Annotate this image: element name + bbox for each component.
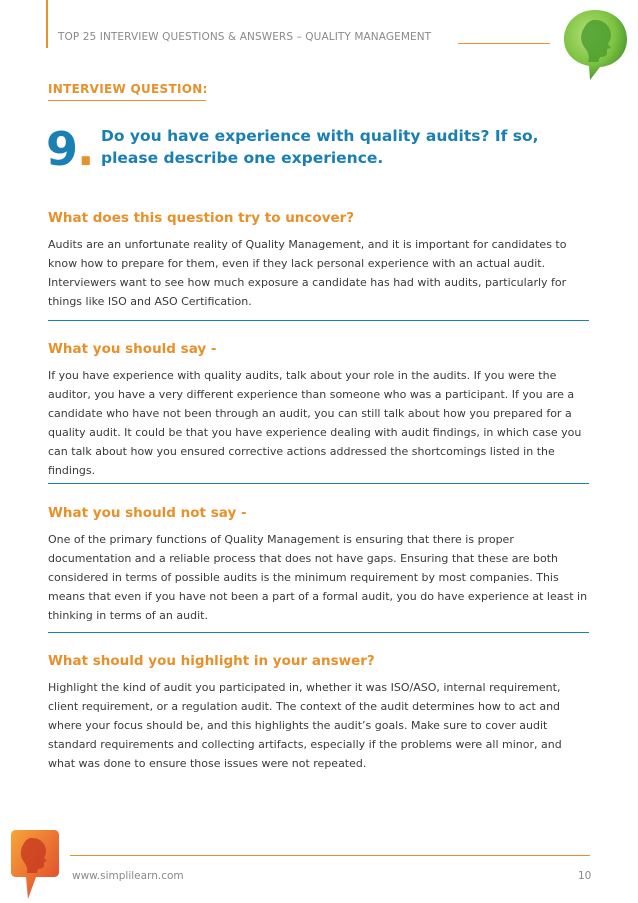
section-divider	[48, 483, 589, 484]
header-title: TOP 25 INTERVIEW QUESTIONS & ANSWERS – QUALITY MANAGEMENT	[58, 31, 432, 43]
question-number-dot: .	[77, 122, 94, 176]
section-heading: What does this question try to uncover?	[48, 210, 355, 226]
question-text: Do you have experience with quality audits? If so, please describe one experience.	[101, 127, 539, 167]
section-divider	[48, 320, 589, 321]
section-uncover	[48, 209, 592, 311]
section-should-not-say	[48, 504, 592, 625]
section-should-say	[48, 340, 592, 480]
interview-question-underline	[48, 100, 206, 101]
question-number	[46, 124, 94, 174]
orange-speech-bubble-head-icon	[6, 826, 62, 902]
section-divider	[48, 632, 589, 633]
section-body: If you have experience with quality audits, talk about your role in the audits. If you were the auditor, you have a very different experience than someone who was a participant. If you are a candidate who have not been through an audit, you can still talk about how you prepared for a quality audit. It could be that you have experience dealing with audit findings, in which case you can talk about how you ensured corrective actions addressed the shortcomings listed in the findings.	[48, 369, 582, 477]
question-number-digit: 9	[46, 122, 78, 176]
page-number: 10	[578, 870, 592, 882]
header-underline	[458, 43, 550, 44]
green-speech-bubble-head-icon	[560, 6, 630, 82]
section-heading: What should you highlight in your answer?	[48, 653, 375, 669]
section-highlight	[48, 652, 592, 773]
section-body: One of the primary functions of Quality Management is ensuring that there is proper documentation and a reliable process that does not have gaps. Ensuring that these are both considered in terms of possible audits is the minimum requirement by most companies. This means that even if you have not been a part of a formal audit, you do have experience at least in thinking in terms of an audit.	[48, 533, 588, 622]
header-accent-line	[46, 0, 48, 48]
section-body: Audits are an unfortunate reality of Quality Management, and it is important for candidates to know how to prepare for them, even if they lack personal experience with an actual audit. Interviewers want to see how much exposure a candidate has had with audits, particularly for things like ISO and ASO Certification.	[48, 238, 567, 308]
footer-url[interactable]: www.simplilearn.com	[72, 870, 184, 882]
interview-question-label: INTERVIEW QUESTION:	[48, 82, 208, 96]
section-body: Highlight the kind of audit you participated in, whether it was ISO/ASO, internal requirement, client requirement, or a regulation audit. The context of the audit determines how to act and where your focus should be, and this highlights the audit’s goals. Make sure to cover audit standard requirements and collecting artifacts, especially if the problems were all minor, and what was done to ensure those issues were not repeated.	[48, 681, 562, 770]
footer-rule	[70, 855, 590, 856]
section-heading: What you should not say -	[48, 505, 247, 521]
section-heading: What you should say -	[48, 341, 217, 357]
